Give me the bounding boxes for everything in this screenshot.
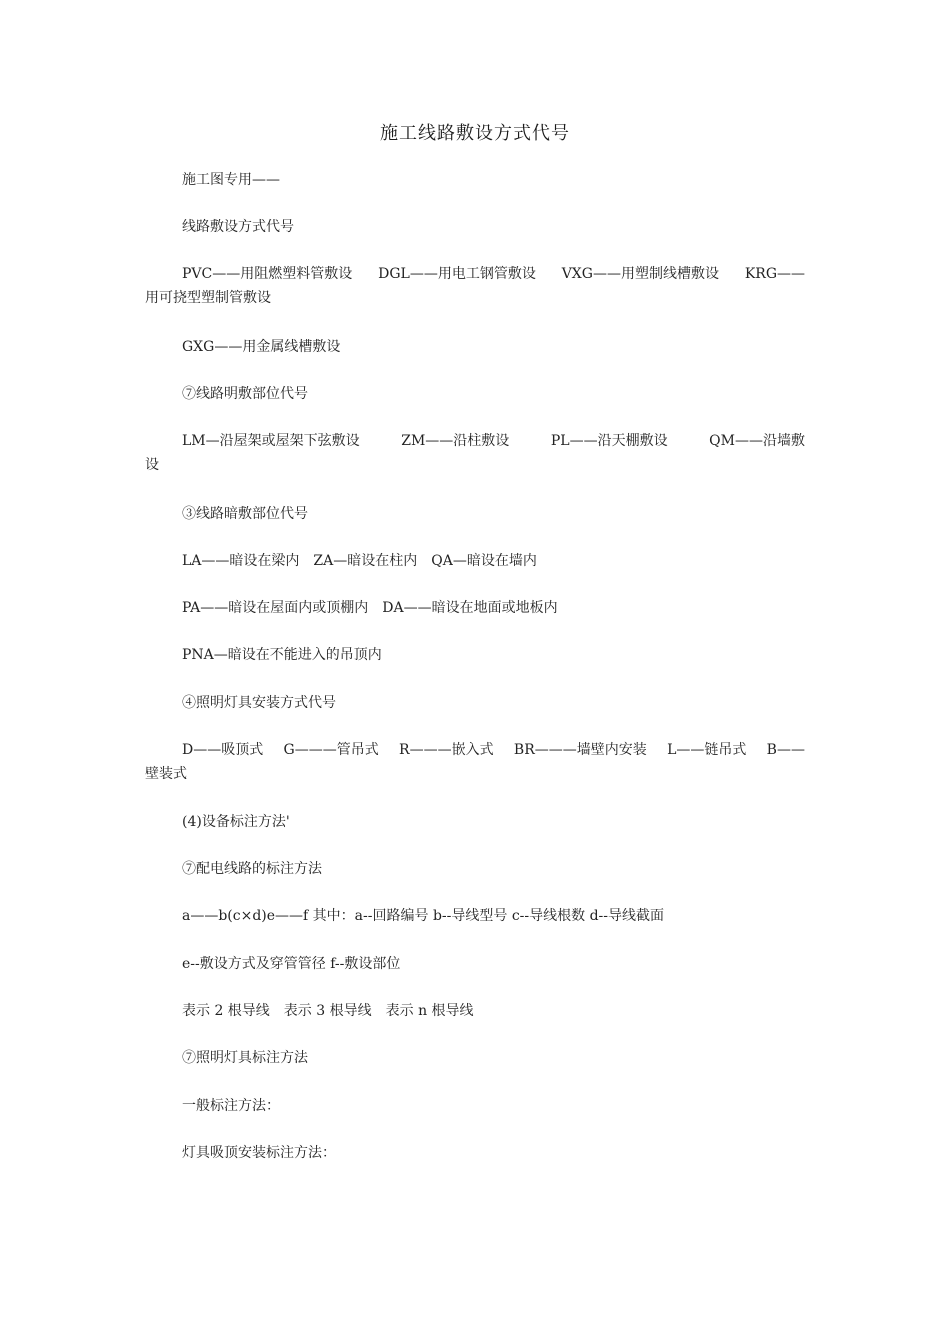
- paragraph-concealed-codes-2: PA——暗设在屋面内或顶棚内 DA——暗设在地面或地板内: [182, 600, 558, 616]
- code-b-continuation: 壁装式: [145, 766, 187, 782]
- section-equipment-labeling: (4)设备标注方法': [182, 814, 290, 830]
- code-r: R———嵌入式: [399, 742, 494, 758]
- paragraph-label-formula: a——b(c×d)e——f 其中：a--回路编号 b--导线型号 c--导线根数 d--导线截面: [182, 908, 664, 924]
- code-d: D——吸顶式: [182, 742, 264, 758]
- paragraph-gxg: GXG——用金属线槽敷设: [182, 339, 341, 355]
- code-pvc: PVC——用阻燃塑料管敷设: [182, 266, 353, 282]
- paragraph-wire-count: 表示 2 根导线 表示 3 根导线 表示 n 根导线: [182, 1003, 474, 1019]
- code-krg-continuation: 用可挠型塑制管敷设: [145, 290, 271, 306]
- code-zm: ZM——沿柱敷设: [401, 433, 510, 449]
- paragraph-general-labeling: 一般标注方法：: [182, 1098, 280, 1114]
- code-qm-continuation: 设: [145, 457, 159, 473]
- code-vxg: VXG——用塑制线槽敷设: [561, 266, 719, 282]
- paragraph-exposed-codes: [145, 429, 805, 477]
- section-lamp-labeling: ⑦照明灯具标注方法: [182, 1050, 308, 1066]
- section-exposed-laying: ⑦线路明敷部位代号: [182, 386, 308, 402]
- code-dgl: DGL——用电工钢管敷设: [378, 266, 536, 282]
- code-b: B——: [766, 742, 805, 758]
- paragraph-drawing-use: 施工图专用——: [182, 172, 280, 188]
- paragraph-laying-code-heading: 线路敷设方式代号: [182, 219, 294, 235]
- code-qm: QM——沿墙敷: [709, 433, 805, 449]
- paragraph-lamp-codes: [145, 738, 805, 786]
- code-g: G———管吊式: [283, 742, 379, 758]
- code-lm: LM—沿屋架或屋架下弦敷设: [182, 433, 360, 449]
- page-title: 施工线路敷设方式代号: [380, 123, 570, 144]
- code-pl: PL——沿天棚敷设: [550, 433, 668, 449]
- code-krg: KRG——: [744, 266, 805, 282]
- paragraph-pna: PNA—暗设在不能进入的吊顶内: [182, 647, 382, 663]
- paragraph-concealed-codes-1: LA——暗设在梁内 ZA—暗设在柱内 QA—暗设在墙内: [182, 553, 537, 569]
- section-distribution-line-labeling: ⑦配电线路的标注方法: [182, 861, 322, 877]
- section-lamp-installation: ④照明灯具安装方式代号: [182, 695, 336, 711]
- section-concealed-laying: ③线路暗敷部位代号: [182, 506, 308, 522]
- paragraph-ceiling-labeling: 灯具吸顶安装标注方法：: [182, 1145, 336, 1161]
- code-l: L——链吊式: [667, 742, 747, 758]
- code-br: BR———墙壁内安装: [513, 742, 647, 758]
- paragraph-laying-codes: [145, 262, 805, 310]
- paragraph-label-formula-cont: e--敷设方式及穿管管径 f--敷设部位: [182, 956, 401, 972]
